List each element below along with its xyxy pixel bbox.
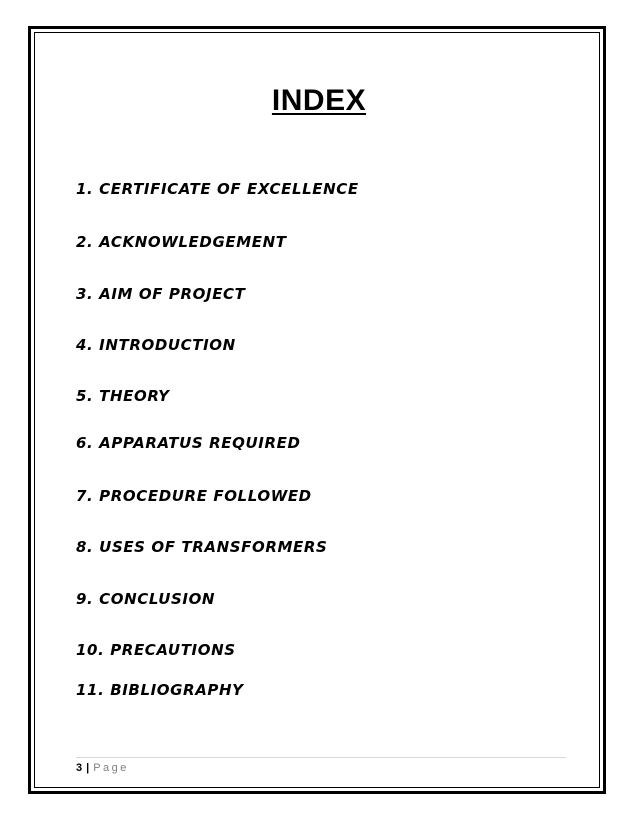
footer-divider <box>76 757 566 758</box>
toc-item-conclusion: 9. CONCLUSION <box>76 590 216 608</box>
toc-item-bibliography: 11. BIBLIOGRAPHY <box>76 681 244 699</box>
toc-item-procedure: 7. PROCEDURE FOLLOWED <box>76 487 312 505</box>
toc-item-certificate: 1. CERTIFICATE OF EXCELLENCE <box>76 180 359 198</box>
page-number: 3 <box>76 762 83 774</box>
page-border-inner <box>34 32 600 788</box>
index-heading: INDEX <box>271 84 367 117</box>
toc-item-introduction: 4. INTRODUCTION <box>76 336 236 354</box>
toc-item-theory: 5. THEORY <box>76 387 170 405</box>
page-label: Page <box>93 762 129 774</box>
footer-separator: | <box>86 762 90 774</box>
toc-item-uses: 8. USES OF TRANSFORMERS <box>76 538 328 556</box>
toc-item-aim: 3. AIM OF PROJECT <box>76 285 246 303</box>
toc-item-apparatus: 6. APPARATUS REQUIRED <box>76 434 301 452</box>
toc-item-precautions: 10. PRECAUTIONS <box>76 641 236 659</box>
toc-item-acknowledgement: 2. ACKNOWLEDGEMENT <box>76 233 287 251</box>
page-footer <box>76 762 129 774</box>
page-title <box>0 84 638 118</box>
